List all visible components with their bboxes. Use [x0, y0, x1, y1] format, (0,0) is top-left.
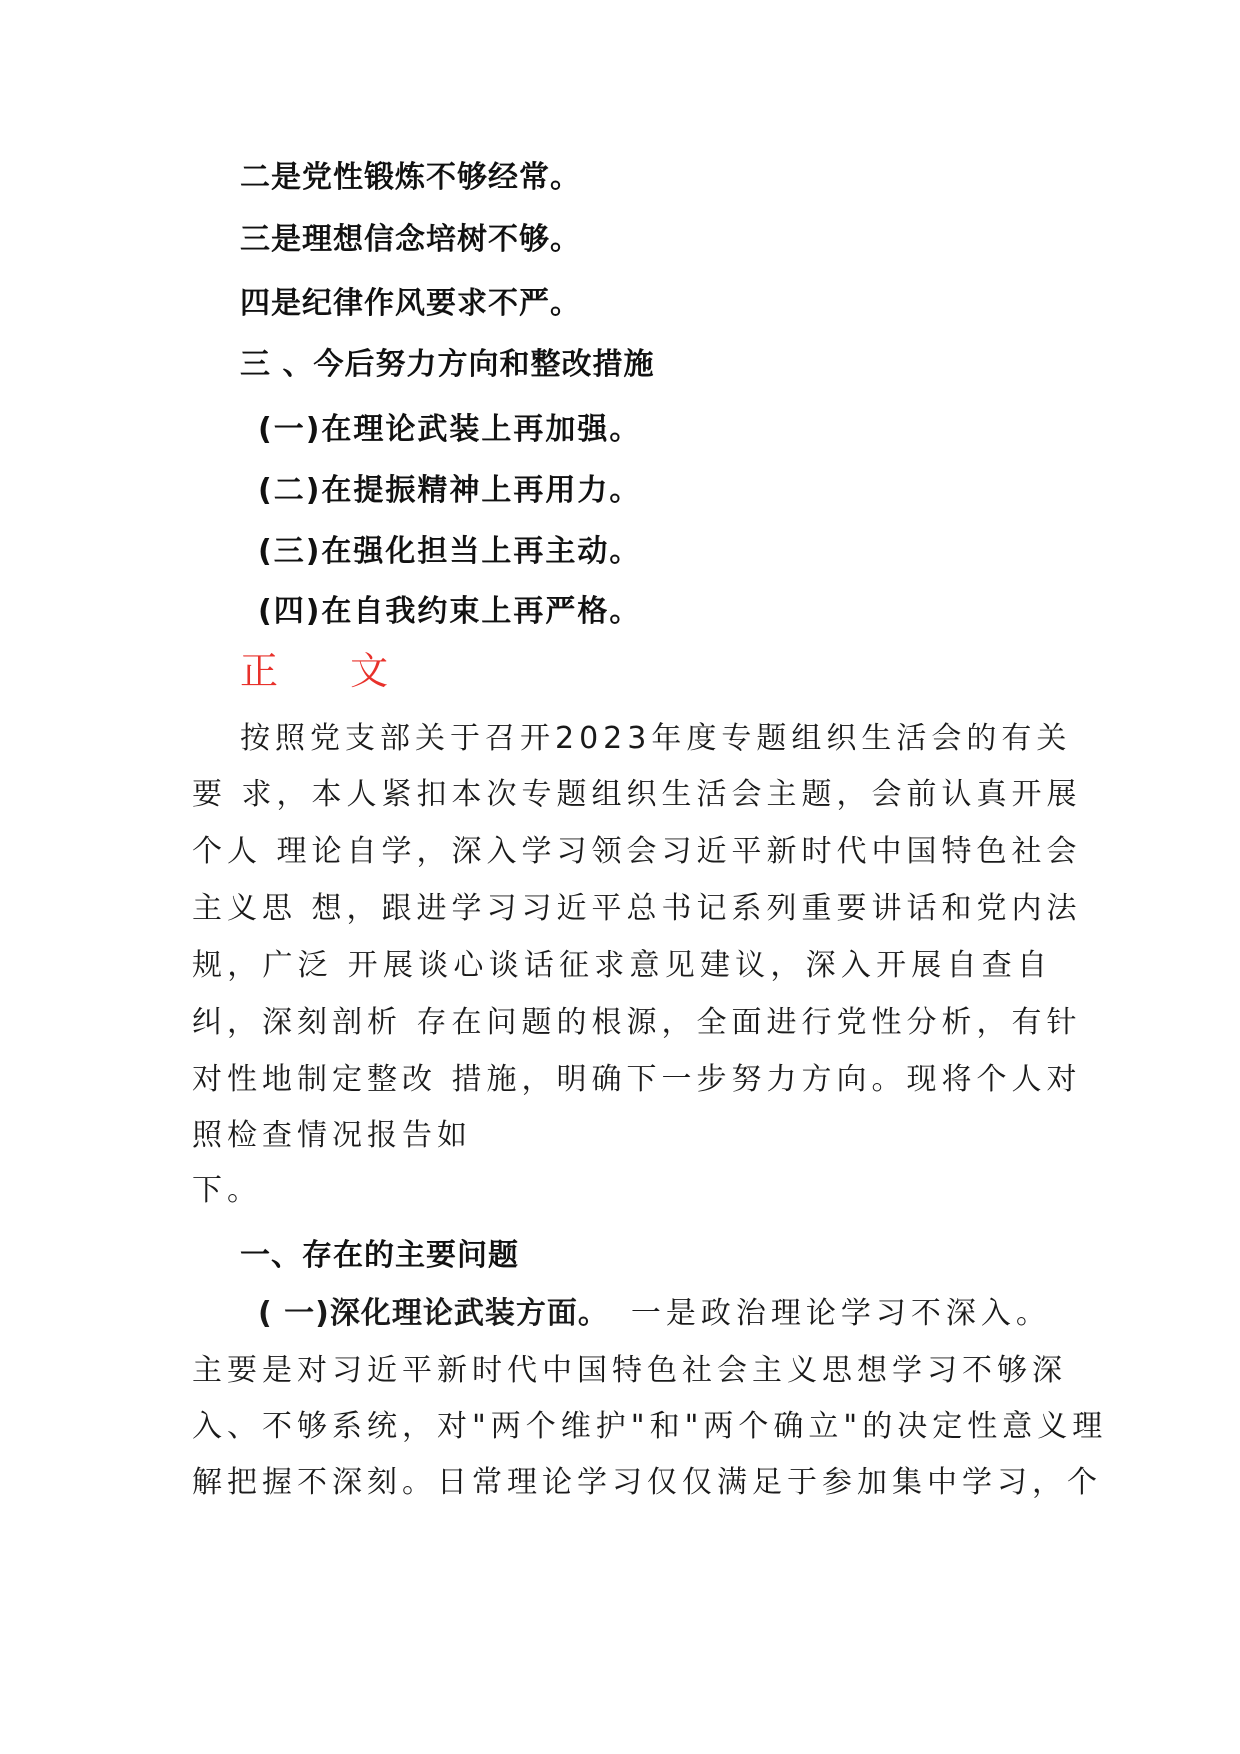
- outline-item-2: 二是党性锻炼不够经常。: [240, 160, 581, 195]
- subsection-1-lead: 一是政治理论学习不深入。: [630, 1296, 1051, 1331]
- intro-line-4: 主义思 想，跟进学习习近平总书记系列重要讲话和党内法: [192, 891, 1082, 926]
- measure-2: (二)在提振精神上再用力。: [258, 473, 642, 508]
- intro-line-3: 个人 理论自学，深入学习领会习近平新时代中国特色社会: [192, 834, 1082, 869]
- intro-line-9: 下。: [192, 1173, 262, 1208]
- body-title: 正 文: [240, 649, 419, 693]
- measure-4: (四)在自我约束上再严格。: [258, 594, 642, 629]
- outline-item-3: 三是理想信念培树不够。: [240, 222, 581, 257]
- subsection-1-line-3: 入、不够系统，对"两个维护"和"两个确立"的决定性意义理: [192, 1409, 1108, 1444]
- subsection-1-heading: ( 一)深化理论武装方面。: [258, 1296, 609, 1331]
- section-3-heading: 三 、今后努力方向和整改措施: [240, 347, 655, 382]
- measure-3: (三)在强化担当上再主动。: [258, 534, 642, 569]
- section-1-heading: 一、存在的主要问题: [240, 1238, 519, 1273]
- intro-line-5: 规，广泛 开展谈心谈话征求意见建议，深入开展自查自: [192, 948, 1052, 983]
- intro-line-8: 照检查情况报告如: [192, 1118, 472, 1153]
- subsection-1-line: [258, 1296, 1051, 1331]
- measure-1: (一)在理论武装上再加强。: [258, 412, 642, 447]
- intro-line-7: 对性地制定整改 措施，明确下一步努力方向。现将个人对: [192, 1062, 1082, 1097]
- subsection-1-line-4: 解把握不深刻。日常理论学习仅仅满足于参加集中学习，个: [192, 1465, 1102, 1500]
- intro-line-6: 纠，深刻剖析 存在问题的根源，全面进行党性分析，有针: [192, 1005, 1082, 1040]
- subsection-1-line-2: 主要是对习近平新时代中国特色社会主义思想学习不够深: [192, 1353, 1067, 1388]
- intro-line-1: 按照党支部关于召开2023年度专题组织生活会的有关: [240, 721, 1072, 756]
- intro-line-2: 要 求，本人紧扣本次专题组织生活会主题，会前认真开展: [192, 777, 1082, 812]
- outline-item-4: 四是纪律作风要求不严。: [240, 286, 581, 321]
